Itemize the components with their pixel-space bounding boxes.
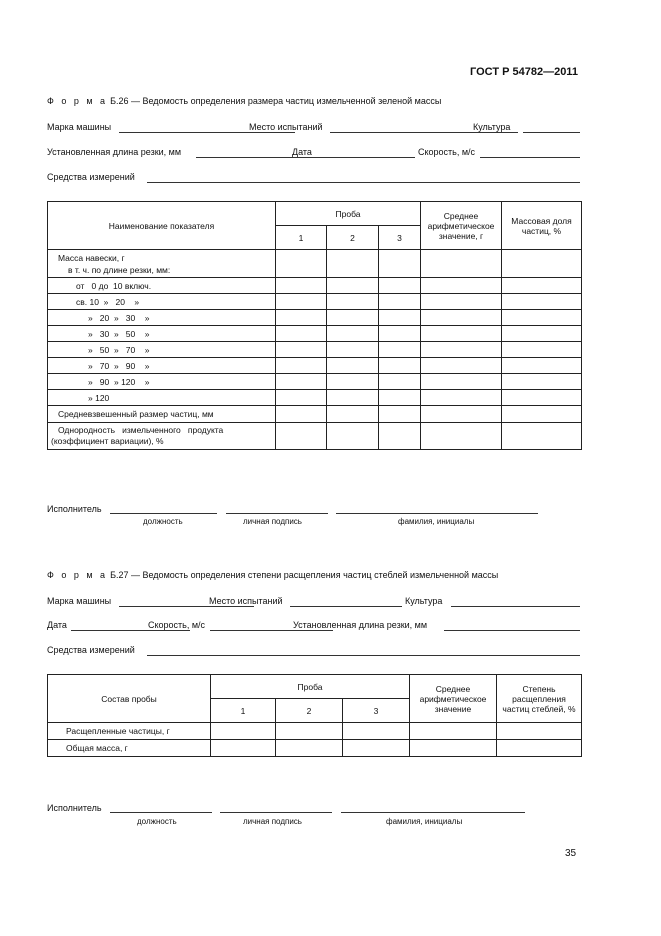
form27-col-name: Состав пробы bbox=[48, 675, 211, 723]
row-label: св. 10 » 20 » bbox=[48, 294, 276, 310]
row-label: » 50 » 70 » bbox=[48, 342, 276, 358]
form26-col-name: Наименование показателя bbox=[48, 202, 276, 250]
form27-signature-label: Исполнитель bbox=[47, 803, 102, 813]
form26-caption-position: должность bbox=[143, 517, 183, 526]
cell[interactable] bbox=[276, 278, 327, 294]
form27-speed-label: Скорость, м/с bbox=[148, 620, 206, 630]
form26-sample-3: 3 bbox=[379, 226, 421, 250]
form26-col-sample: Проба bbox=[276, 202, 421, 226]
form27-line-instruments bbox=[47, 645, 580, 658]
form26-form-label: Ф о р м а bbox=[47, 96, 108, 106]
table-row bbox=[48, 423, 582, 450]
cell[interactable] bbox=[379, 250, 421, 278]
table-row bbox=[48, 278, 582, 294]
form26-machine-label: Марка машины bbox=[47, 122, 112, 132]
standard-number: ГОСТ Р 54782—2011 bbox=[470, 66, 578, 78]
form27-instruments-field[interactable] bbox=[147, 645, 580, 656]
row-label-sub: в т. ч. по длине резки, мм: bbox=[68, 264, 171, 275]
cell[interactable] bbox=[276, 326, 327, 342]
cell[interactable] bbox=[421, 358, 502, 374]
cell[interactable] bbox=[421, 326, 502, 342]
table-row bbox=[48, 326, 582, 342]
form27-table bbox=[47, 674, 582, 757]
form27-crop-label: Культура bbox=[405, 596, 443, 606]
cell[interactable] bbox=[276, 310, 327, 326]
table-row bbox=[48, 342, 582, 358]
cell[interactable] bbox=[211, 723, 276, 740]
form26-line-cutlength bbox=[47, 147, 580, 160]
cell[interactable] bbox=[276, 723, 343, 740]
form26-date-field[interactable] bbox=[314, 147, 415, 158]
form27-date-label: Дата bbox=[47, 620, 67, 630]
row-label-sub: (коэффициент вариации), % bbox=[51, 436, 164, 446]
table-row bbox=[48, 406, 582, 423]
row-label: » 70 » 90 » bbox=[48, 358, 276, 374]
cell[interactable] bbox=[379, 390, 421, 406]
cell[interactable] bbox=[327, 358, 379, 374]
cell[interactable] bbox=[421, 278, 502, 294]
cell[interactable] bbox=[327, 294, 379, 310]
cell[interactable] bbox=[502, 390, 582, 406]
cell[interactable] bbox=[502, 358, 582, 374]
form26-name-field[interactable] bbox=[336, 503, 538, 514]
table-row bbox=[48, 374, 582, 390]
cell[interactable] bbox=[502, 278, 582, 294]
cell[interactable] bbox=[327, 278, 379, 294]
cell[interactable] bbox=[410, 740, 497, 757]
cell[interactable] bbox=[379, 326, 421, 342]
form26-caption-sign: личная подпись bbox=[243, 517, 302, 526]
cell[interactable] bbox=[379, 342, 421, 358]
form26-table bbox=[47, 201, 582, 450]
form27-sample-2: 2 bbox=[276, 699, 343, 723]
cell[interactable] bbox=[421, 250, 502, 278]
form27-cutlength-label: Установленная длина резки, мм bbox=[293, 620, 428, 630]
table-row bbox=[48, 310, 582, 326]
row-label: » 20 » 30 » bbox=[48, 310, 276, 326]
cell[interactable] bbox=[327, 342, 379, 358]
cell[interactable] bbox=[343, 740, 410, 757]
cell[interactable] bbox=[497, 740, 582, 757]
cell[interactable] bbox=[327, 326, 379, 342]
form26-title bbox=[47, 96, 441, 106]
cell[interactable] bbox=[276, 358, 327, 374]
cell[interactable] bbox=[497, 723, 582, 740]
cell[interactable] bbox=[410, 723, 497, 740]
cell[interactable] bbox=[276, 250, 327, 278]
form26-line-machine bbox=[47, 122, 580, 135]
cell[interactable] bbox=[421, 310, 502, 326]
row-label: Общая масса, г bbox=[48, 740, 211, 757]
table-row bbox=[48, 740, 582, 757]
cell[interactable] bbox=[379, 374, 421, 390]
form27-line-date bbox=[47, 620, 580, 633]
form26-col-mass-share: Массовая доля частиц, % bbox=[502, 202, 582, 250]
cell[interactable] bbox=[327, 250, 379, 278]
cell[interactable] bbox=[502, 374, 582, 390]
cell[interactable] bbox=[327, 390, 379, 406]
form26-sign-field[interactable] bbox=[226, 503, 328, 514]
page-number: 35 bbox=[565, 848, 577, 859]
cell[interactable] bbox=[502, 250, 582, 278]
cell[interactable] bbox=[211, 740, 276, 757]
table-row bbox=[48, 390, 582, 406]
form26-date-label: Дата bbox=[292, 147, 312, 157]
cell[interactable] bbox=[276, 423, 327, 450]
form27-col-mean: Среднее арифметическое значение bbox=[410, 675, 497, 723]
cell[interactable] bbox=[421, 423, 502, 450]
form27-form-label: Ф о р м а bbox=[47, 570, 108, 580]
form27-machine-label: Марка машины bbox=[47, 596, 112, 606]
table-row bbox=[48, 250, 582, 278]
form26-cutlength-label: Установленная длина резки, мм bbox=[47, 147, 182, 157]
form27-title bbox=[47, 570, 498, 580]
cell[interactable] bbox=[379, 278, 421, 294]
form26-position-field[interactable] bbox=[110, 503, 217, 514]
form27-col-sample: Проба bbox=[211, 675, 410, 699]
row-label: Однородность измельченного продукта bbox=[58, 425, 224, 435]
cell[interactable] bbox=[421, 406, 502, 423]
form27-crop-field[interactable] bbox=[451, 596, 580, 607]
cell[interactable] bbox=[379, 294, 421, 310]
cell[interactable] bbox=[502, 342, 582, 358]
form26-line-instruments bbox=[47, 172, 580, 185]
cell[interactable] bbox=[327, 406, 379, 423]
form27-line-machine bbox=[47, 596, 580, 609]
table-row bbox=[48, 723, 582, 740]
cell[interactable] bbox=[502, 406, 582, 423]
cell[interactable] bbox=[276, 342, 327, 358]
row-label: » 120 bbox=[48, 390, 276, 406]
form26-instruments-label: Средства измерений bbox=[47, 172, 135, 182]
row-label: Расщепленные частицы, г bbox=[48, 723, 211, 740]
row-label: Средневзвешенный размер частиц, мм bbox=[48, 406, 276, 423]
cell[interactable] bbox=[379, 310, 421, 326]
form27-place-label: Место испытаний bbox=[209, 596, 283, 606]
form26-crop-label: Культура bbox=[473, 122, 511, 132]
cell[interactable] bbox=[379, 423, 421, 450]
form26-caption-name: фамилия, инициалы bbox=[398, 517, 475, 526]
cell[interactable] bbox=[421, 342, 502, 358]
cell[interactable] bbox=[421, 390, 502, 406]
form27-position-field[interactable] bbox=[110, 802, 212, 813]
cell[interactable] bbox=[276, 390, 327, 406]
row-label: от 0 до 10 включ. bbox=[48, 278, 276, 294]
cell[interactable] bbox=[379, 358, 421, 374]
form26-sample-1: 1 bbox=[276, 226, 327, 250]
form27-sample-3: 3 bbox=[343, 699, 410, 723]
form26-sample-2: 2 bbox=[327, 226, 379, 250]
form26-title-text: Б.26 — Ведомость определения размера частиц измельченной зеленой массы bbox=[110, 96, 442, 106]
form26-col-mean: Среднее арифметическое значение, г bbox=[421, 202, 502, 250]
cell[interactable] bbox=[327, 423, 379, 450]
form27-sign-field[interactable] bbox=[220, 802, 332, 813]
cell[interactable] bbox=[379, 406, 421, 423]
cell[interactable] bbox=[502, 326, 582, 342]
row-label: » 30 » 50 » bbox=[48, 326, 276, 342]
table-row bbox=[48, 358, 582, 374]
cell[interactable] bbox=[421, 374, 502, 390]
row-label: Масса навески, г bbox=[58, 252, 125, 263]
form27-instruments-label: Средства измерений bbox=[47, 645, 135, 655]
form27-caption-name: фамилия, инициалы bbox=[386, 817, 463, 826]
form26-crop-field[interactable] bbox=[523, 122, 580, 133]
form26-place-label: Место испытаний bbox=[249, 122, 323, 132]
form27-place-field[interactable] bbox=[290, 596, 402, 607]
row-label: » 90 » 120 » bbox=[48, 374, 276, 390]
cell[interactable] bbox=[421, 294, 502, 310]
cell[interactable] bbox=[502, 310, 582, 326]
cell[interactable] bbox=[502, 294, 582, 310]
form27-caption-sign: личная подпись bbox=[243, 817, 302, 826]
form26-instruments-field[interactable] bbox=[147, 172, 580, 183]
cell[interactable] bbox=[276, 294, 327, 310]
form26-signature-label: Исполнитель bbox=[47, 504, 102, 514]
cell[interactable] bbox=[276, 740, 343, 757]
cell[interactable] bbox=[327, 310, 379, 326]
form27-col-degree: Степень расщепления частиц стеблей, % bbox=[497, 675, 582, 723]
cell[interactable] bbox=[343, 723, 410, 740]
form27-caption-position: должность bbox=[137, 817, 177, 826]
form27-title-text: Б.27 — Ведомость определения степени расщепления частиц стеблей измельченной массы bbox=[110, 570, 499, 580]
form26-speed-field[interactable] bbox=[480, 147, 580, 158]
table-row bbox=[48, 294, 582, 310]
cell[interactable] bbox=[327, 374, 379, 390]
form27-sample-1: 1 bbox=[211, 699, 276, 723]
cell[interactable] bbox=[276, 406, 327, 423]
form26-speed-label: Скорость, м/с bbox=[418, 147, 476, 157]
cell[interactable] bbox=[502, 423, 582, 450]
form27-cutlength-field[interactable] bbox=[444, 620, 580, 631]
form27-name-field[interactable] bbox=[341, 802, 525, 813]
cell[interactable] bbox=[276, 374, 327, 390]
